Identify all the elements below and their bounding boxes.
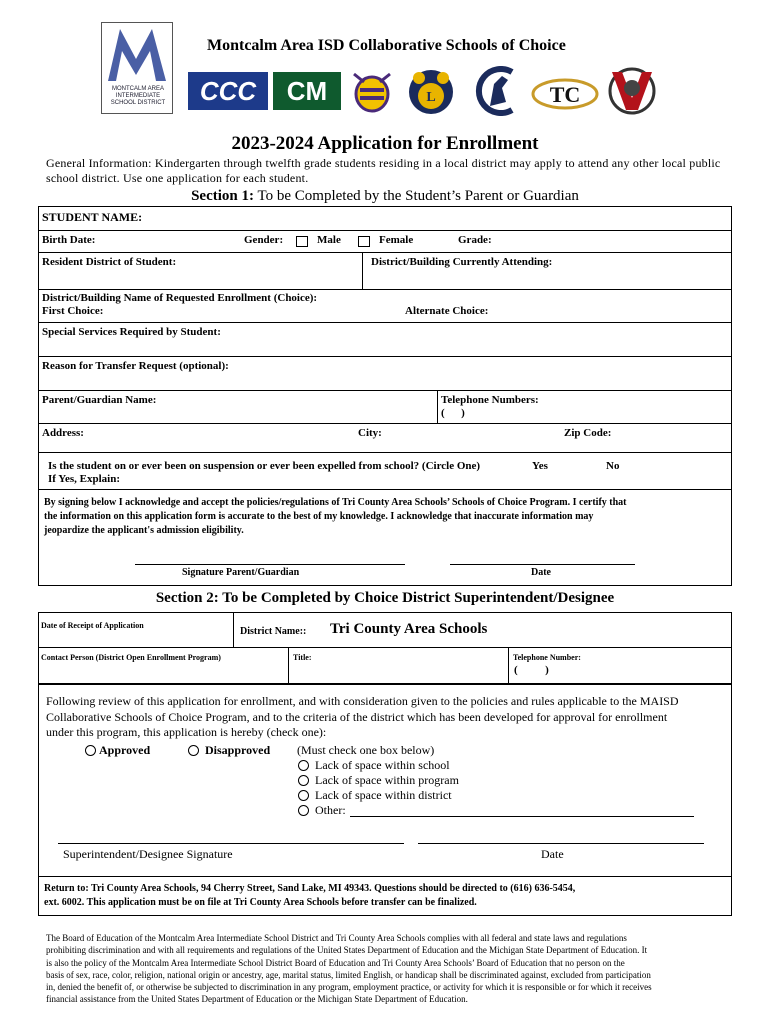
maisd-logo	[101, 22, 173, 114]
l-paw-icon	[405, 66, 457, 116]
special-services-label: Special Services Required by Student:	[42, 326, 221, 338]
return-line1: Return to: Tri County Area Schools, 94 Cherry Street, Sand Lake, MI 49343. Questions should be directed to (616) 636-5454,	[44, 883, 576, 894]
general-info: General Information: Kindergarten through twelfth grade students residing in a local district may apply to attend any other local public school district. Use one application for each student.	[46, 156, 721, 185]
suspension-no[interactable]: No	[606, 460, 620, 472]
zip-label: Zip Code:	[564, 427, 612, 439]
cm-logo: CM	[273, 72, 341, 110]
requested-enrollment-label: District/Building Name of Requested Enrollment (Choice):	[42, 292, 318, 304]
supt-signature-label: Superintendent/Designee Signature	[63, 847, 233, 861]
review-line3: under this program, this application is hereby (check one):	[46, 725, 327, 739]
phone-parens: ( )	[514, 664, 549, 676]
address-label: Address:	[42, 427, 84, 439]
footer-line3: is also the policy of the Montcalm Area Intermediate School District Board of Education and Tri County Area Schools’ Board of Education that no person on the	[46, 957, 625, 968]
gender-label: Gender:	[244, 234, 284, 246]
student-name-label: STUDENT NAME:	[42, 210, 143, 224]
reason-program: Lack of space within program	[315, 773, 459, 787]
hornet-icon	[346, 68, 398, 114]
district-attending-label: District/Building Currently Attending:	[371, 256, 553, 268]
alternate-choice-label: Alternate Choice:	[405, 305, 489, 317]
approved-label: Approved	[99, 743, 151, 757]
city-label: City:	[358, 427, 382, 439]
reason-radio-other[interactable]	[298, 805, 309, 816]
district-name-value: Tri County Area Schools	[330, 621, 488, 637]
section1-title-rest: To be Completed by the Student’s Parent or Guardian	[257, 188, 579, 204]
other-line[interactable]	[350, 816, 694, 817]
disapproved-label: Disapproved	[205, 743, 271, 757]
parent-name-label: Parent/Guardian Name:	[42, 394, 157, 406]
grade-label: Grade:	[458, 234, 492, 246]
footer-line4: basis of sex, race, color, religion, national origin or ancestry, age, marital status, limited English, or handicap shall be discriminated against, excluded from participation	[46, 969, 651, 980]
female-label: Female	[379, 234, 414, 246]
telephone-parens: ( )	[441, 407, 465, 419]
disapproved-radio[interactable]	[188, 745, 199, 756]
if-yes-label: If Yes, Explain:	[48, 473, 121, 485]
receipt-label: Date of Receipt of Application	[41, 621, 144, 630]
maisd-logo-text: MONTCALM AREA INTERMEDIATE SCHOOL DISTRICT	[110, 86, 166, 106]
mustang-icon	[472, 66, 524, 116]
footer-line2: prohibiting discrimination and with all requirements and regulations of the United States Department of Education and the Michigan State Department of Education. It	[46, 945, 648, 956]
district-name-label: District Name::	[240, 626, 307, 637]
footer-text	[46, 932, 736, 1006]
reason-district: Lack of space within district	[315, 788, 452, 802]
approved-radio[interactable]	[85, 745, 96, 756]
footer-line1: The Board of Education of the Montcalm Area Intermediate School District and Tri County Area Schools complies with all federal and state laws and regulations	[46, 933, 627, 943]
suspension-yes[interactable]: Yes	[532, 460, 548, 472]
suspension-question: Is the student on or ever been on suspension or ever been expelled from school? (Circle One)	[48, 460, 481, 472]
birth-date-label: Birth Date:	[42, 234, 96, 246]
svg-text:TC: TC	[549, 82, 581, 107]
footer-line6: financial assistance from the United States Department of Education or the Michigan State Department of Education.	[46, 994, 468, 1005]
ack-line2: the information on this application form is accurate to the best of my knowledge. I acknowledge that inaccurate information may	[44, 511, 594, 522]
review-line2: Collaborative Schools of Choice Program, and to the criteria of the district which has been developed for approval for enrollment	[46, 710, 668, 724]
male-label: Male	[317, 234, 341, 246]
ack-line3: jeopardize the applicant's admission eligibility.	[44, 525, 244, 536]
tc-icon	[530, 76, 600, 112]
svg-text:L: L	[426, 90, 436, 105]
footer-line5: in, denied the benefit of, or otherwise be subjected to discrimination in any program, employment practice, or activity for which it is responsible or for which it receives	[46, 982, 652, 993]
parent-date-line[interactable]	[450, 564, 635, 565]
return-line2: ext. 6002. This application must be on file at Tri County Area Schools before transfer can be finalized.	[44, 897, 477, 908]
section2-title: Section 2: To be Completed by Choice District Superintendent/Designee	[155, 590, 615, 606]
review-line1: Following review of this application for enrollment, and with consideration given to the policies and rules applicable to the MAISD	[46, 694, 679, 708]
female-checkbox[interactable]	[358, 236, 370, 247]
phone-label: Telephone Number:	[513, 653, 581, 662]
title-label: Title:	[293, 653, 312, 662]
must-check-label: (Must check one box below)	[297, 743, 435, 757]
telephone-label: Telephone Numbers:	[441, 394, 539, 406]
mustang-logo	[472, 66, 524, 116]
reason-radio-school[interactable]	[298, 760, 309, 771]
supt-signature-line[interactable]	[58, 843, 404, 844]
app-title: 2023-2024 Application for Enrollment	[231, 133, 539, 154]
reason-label: Reason for Transfer Request (optional):	[42, 360, 229, 372]
parent-signature-line[interactable]	[135, 564, 405, 565]
header-title: Montcalm Area ISD Collaborative Schools of Choice	[207, 37, 566, 54]
hornet-logo	[346, 68, 398, 114]
resident-district-label: Resident District of Student:	[42, 256, 177, 268]
male-checkbox[interactable]	[296, 236, 308, 247]
maisd-m-icon	[102, 23, 172, 85]
v-icon	[604, 66, 660, 116]
reason-school: Lack of space within school	[315, 758, 450, 772]
parent-signature-label: Signature Parent/Guardian	[182, 567, 300, 578]
parent-date-label: Date	[531, 567, 551, 578]
section1-title	[0, 188, 770, 205]
tc-logo	[530, 76, 600, 112]
ack-line1: By signing below I acknowledge and accept the policies/regulations of Tri County Area Schools’ Schools of Choice Program. I certify that	[44, 497, 627, 508]
first-choice-label: First Choice:	[42, 305, 104, 317]
v-logo	[604, 66, 660, 116]
supt-date-label: Date	[541, 847, 564, 861]
contact-label: Contact Person (District Open Enrollment Program)	[41, 653, 221, 662]
l-logo	[405, 66, 457, 116]
section1-title-bold: Section 1:	[191, 188, 255, 204]
supt-date-line[interactable]	[418, 843, 704, 844]
reason-radio-district[interactable]	[298, 790, 309, 801]
ccc-logo: CCC	[188, 72, 268, 110]
reason-radio-program[interactable]	[298, 775, 309, 786]
reason-other: Other:	[315, 803, 346, 817]
